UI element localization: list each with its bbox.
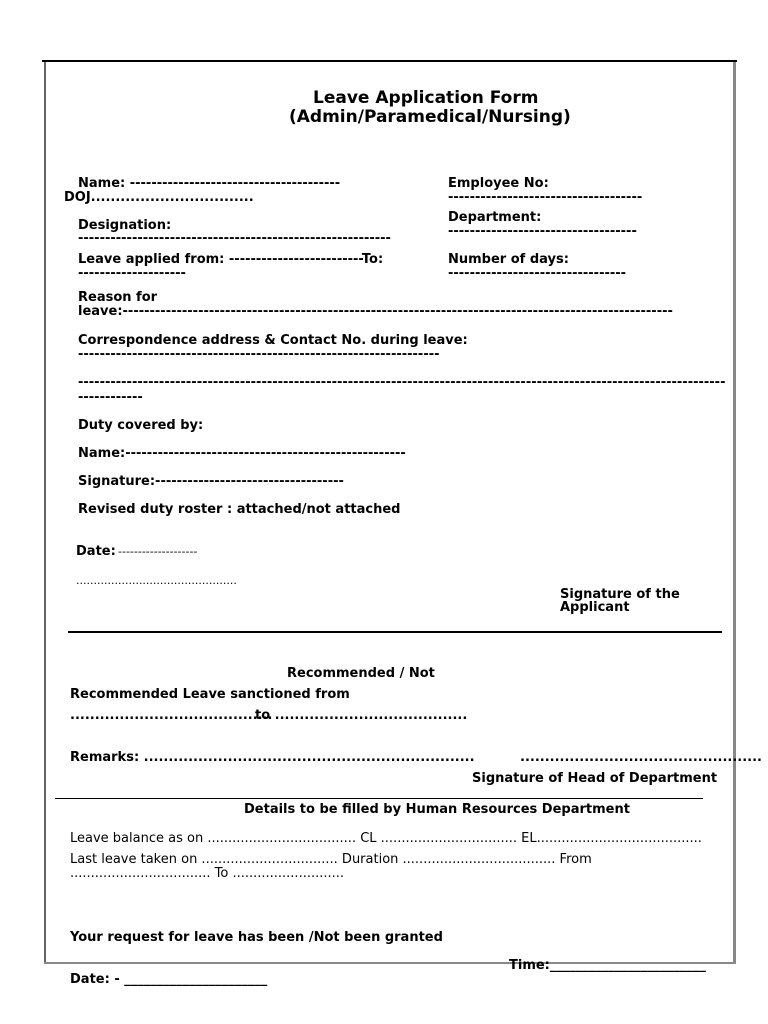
doj-field[interactable]: DOJ.................................	[64, 190, 254, 205]
sanction-to-field[interactable]: to .......................................	[255, 708, 468, 723]
name-field[interactable]: Name: ---------------------------------------	[78, 176, 341, 191]
recommended-heading: Recommended / Not	[287, 666, 435, 681]
hr-heading: Details to be filled by Human Resources Department	[244, 802, 630, 817]
reason-label: Reason for	[78, 290, 158, 305]
sanction-label: Recommended Leave sanctioned from	[70, 687, 350, 702]
days-field[interactable]: ---------------------------------	[448, 266, 627, 281]
department-field[interactable]: -----------------------------------	[448, 224, 637, 239]
applicant-signature-line[interactable]: ..............................................	[76, 574, 237, 587]
last-leave-to-field[interactable]: .................................. To ...........................	[70, 866, 345, 881]
correspondence-field-3[interactable]: ------------	[78, 390, 143, 405]
duty-roster-text: Revised duty roster : attached/not attached	[78, 502, 401, 517]
department-label: Department:	[448, 210, 542, 225]
form-border-top	[42, 60, 737, 62]
duty-covered-label: Duty covered by:	[78, 418, 204, 433]
hod-signature-label: Signature of Head of Department	[472, 771, 718, 786]
sanction-from-field[interactable]: .........................................	[70, 708, 273, 723]
designation-field[interactable]: ----------------------------------------------------------	[78, 231, 391, 246]
date-label: Date:	[76, 544, 116, 559]
section-divider	[68, 631, 722, 633]
leave-to-field[interactable]: --------------------	[78, 266, 186, 281]
employee-no-label: Employee No:	[448, 176, 549, 191]
request-status-text: Your request for leave has been /Not been granted	[70, 930, 443, 945]
hr-date-field[interactable]: Date: - ______________________	[70, 972, 268, 987]
correspondence-label: Correspondence address & Contact No. during leave:	[78, 333, 468, 348]
duty-signature-field[interactable]: Signature:-----------------------------------	[78, 474, 344, 489]
last-leave-field[interactable]: Last leave taken on ................................. Duration ..................................... From	[70, 852, 592, 867]
hod-signature-line[interactable]: .................................................	[520, 750, 762, 765]
form-subtitle: (Admin/Paramedical/Nursing)	[289, 107, 571, 127]
duty-name-field[interactable]: Name:----------------------------------------------------	[78, 446, 406, 461]
form-border-right	[733, 62, 736, 964]
leave-balance-field[interactable]: Leave balance as on .................................... CL ................................. EL........................................	[70, 831, 702, 846]
date-field[interactable]: --------------------	[118, 545, 198, 558]
correspondence-field-2[interactable]: ------------------------------------------------------------------------------------------------------------------------	[78, 375, 726, 390]
designation-label: Designation:	[78, 218, 172, 233]
leave-from-field[interactable]: Leave applied from: -------------------------To:	[78, 252, 384, 267]
reason-field[interactable]: leave:------------------------------------------------------------------------------------------------------	[78, 304, 673, 319]
applicant-signature-label-2: Applicant	[560, 600, 630, 615]
form-title: Leave Application Form	[313, 88, 539, 108]
time-field[interactable]: Time:________________________	[509, 958, 706, 973]
employee-no-field[interactable]: ------------------------------------	[448, 190, 643, 205]
days-label: Number of days:	[448, 252, 569, 267]
correspondence-field-1[interactable]: -------------------------------------------------------------------	[78, 347, 440, 362]
hr-divider	[55, 798, 703, 799]
remarks-field[interactable]: Remarks: ...................................................................	[70, 750, 475, 765]
form-border-left	[44, 62, 46, 964]
applicant-signature-label-1: Signature of the	[560, 587, 680, 602]
